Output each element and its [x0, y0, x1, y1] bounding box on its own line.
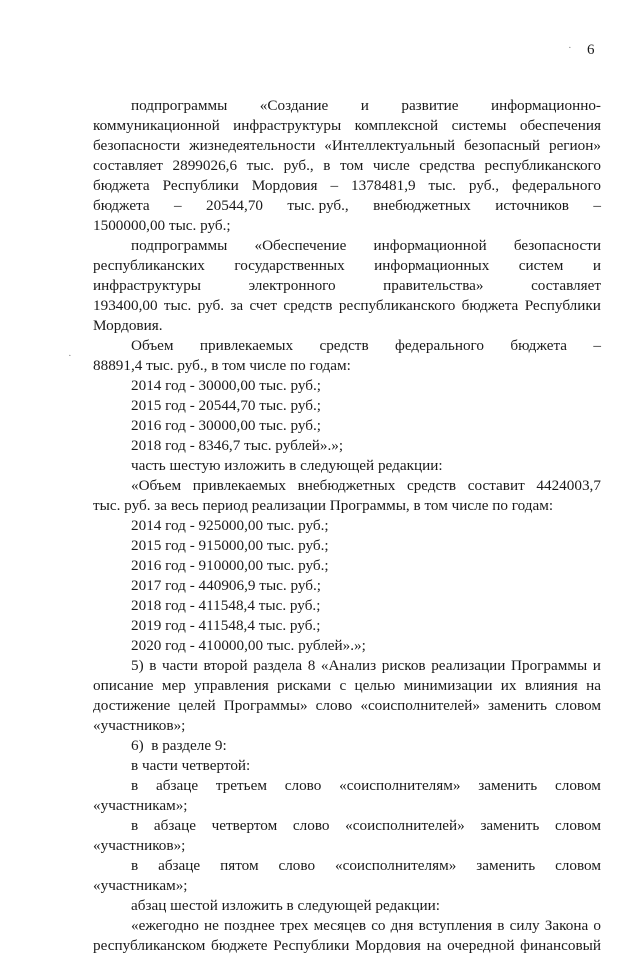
text-line — [93, 316, 601, 336]
word: «Создание — [259, 97, 329, 114]
word: федерального — [395, 337, 484, 354]
word: 1378481,9 — [351, 177, 416, 194]
word: в части четвертой: — [131, 757, 251, 774]
word: бюджете — [211, 937, 268, 954]
text-line — [93, 836, 601, 856]
word: электронного — [248, 277, 336, 294]
word: минимизации — [403, 677, 493, 694]
word: привлекаемых — [199, 337, 294, 354]
word: составит — [467, 477, 525, 494]
text-line — [93, 436, 601, 456]
word: 2015 год - 20544,70 тыс. руб.; — [131, 397, 322, 414]
word: Республики — [524, 297, 601, 314]
word: тыс. руб. за весь период реализации Программы, в том числе по годам: — [93, 497, 554, 514]
text-line — [93, 616, 601, 636]
text-line — [93, 336, 601, 356]
word: внебюджетных — [373, 197, 471, 214]
word: рисками — [277, 677, 332, 694]
word: руб. — [197, 297, 224, 314]
word: тыс. — [246, 157, 274, 174]
word: в — [149, 657, 157, 674]
scan-mark: · — [68, 350, 72, 362]
text-line — [93, 176, 601, 196]
word: инфраструктуры — [93, 277, 201, 294]
word: абзац шестой изложить в следующей редакции: — [131, 897, 440, 914]
word: руб., — [468, 177, 500, 194]
text-line — [93, 256, 601, 276]
word: в — [131, 777, 139, 794]
word: «Интеллектуальный — [324, 137, 456, 154]
word: тыс. — [428, 177, 456, 194]
word: силу — [509, 917, 540, 934]
word: – — [174, 197, 182, 214]
word: абзаце — [153, 817, 196, 834]
word: «соисполнителям» — [334, 857, 457, 874]
word: трех — [279, 917, 309, 934]
word: в — [131, 857, 139, 874]
word: 4424003,7 — [536, 477, 601, 494]
word: республиканского — [484, 157, 601, 174]
word: информационно- — [490, 97, 601, 114]
word: слово — [292, 817, 330, 834]
word: «участникам»; — [93, 797, 188, 814]
text-line — [93, 156, 601, 176]
word: систем — [518, 257, 564, 274]
word: четвертом — [211, 817, 278, 834]
word: республиканском — [93, 937, 206, 954]
word: привлекаемых — [192, 477, 286, 494]
text-line — [93, 816, 601, 836]
word: информационных — [374, 257, 490, 274]
word: 2015 год - 915000,00 тыс. руб.; — [131, 537, 329, 554]
word: словом — [555, 857, 601, 874]
text-line — [93, 596, 601, 616]
word: Мордовия. — [93, 317, 163, 334]
word: «участников»; — [93, 717, 186, 734]
word: государственных — [234, 257, 345, 274]
text-line — [93, 456, 601, 476]
word: финансовый — [520, 937, 601, 954]
document-body — [93, 96, 601, 956]
word: 88891,4 тыс. руб., в том числе по годам: — [93, 357, 351, 374]
word: Республики — [273, 937, 350, 954]
text-line — [93, 396, 601, 416]
word: Мордовия — [355, 937, 421, 954]
word: 20544,70 — [206, 197, 263, 214]
word: дня — [390, 917, 414, 934]
word: рисков — [381, 657, 426, 674]
word: 2018 год - 8346,7 тыс. рублей».»; — [131, 437, 344, 454]
word: абзаце — [155, 777, 199, 794]
word: внебюджетных — [297, 477, 396, 494]
word: источников — [495, 197, 569, 214]
word: их — [500, 677, 517, 694]
word: влияния — [524, 677, 578, 694]
text-line — [93, 196, 601, 216]
word: «соисполнителей» — [360, 697, 480, 714]
word: составляет — [93, 157, 163, 174]
word: обеспечения — [519, 117, 601, 134]
word: республиканских — [93, 257, 205, 274]
word: достижение — [93, 697, 171, 714]
word: часть шестую изложить в следующей редакции: — [131, 457, 443, 474]
text-line — [93, 656, 601, 676]
word: словом — [555, 697, 601, 714]
word: бюджета — [510, 337, 568, 354]
word: числе — [372, 157, 410, 174]
text-line — [93, 796, 601, 816]
word: очередной — [447, 937, 515, 954]
word: республиканского — [338, 297, 456, 314]
word: «Обеспечение — [254, 237, 347, 254]
word: мер — [161, 677, 186, 694]
word: тыс. руб., — [287, 197, 349, 214]
word: жизнедеятельности — [189, 137, 316, 154]
word: 8 — [307, 657, 316, 674]
word: бюджета — [93, 197, 150, 214]
word: и — [360, 97, 369, 114]
word: 2019 год - 411548,4 тыс. руб.; — [131, 617, 321, 634]
word: «соисполнителей» — [345, 817, 465, 834]
word: слово — [284, 777, 322, 794]
word: в — [497, 917, 505, 934]
word: средств — [319, 337, 369, 354]
word: за — [230, 297, 244, 314]
word: слово — [278, 857, 316, 874]
word: в — [131, 817, 139, 834]
word: подпрограммы — [131, 97, 228, 114]
word: 5) — [131, 657, 144, 674]
text-line — [93, 876, 601, 896]
word: на — [426, 937, 442, 954]
word: системы — [451, 117, 507, 134]
text-line — [93, 136, 601, 156]
text-line — [93, 636, 601, 656]
word: тыс. — [163, 297, 192, 314]
word: вступления — [418, 917, 493, 934]
word: «ежегодно — [131, 917, 199, 934]
word: 1500000,00 тыс. руб.; — [93, 217, 231, 234]
text-line — [93, 896, 601, 916]
word: Объем — [131, 337, 174, 354]
page-number: 6 — [587, 42, 595, 58]
word: Республики — [162, 177, 239, 194]
text-line — [93, 936, 601, 956]
text-line — [93, 756, 601, 776]
word: 6) в разделе 9: — [131, 737, 227, 754]
word: на — [586, 677, 601, 694]
text-line — [93, 236, 601, 256]
word: заменить — [478, 777, 538, 794]
word: коммуникационной — [93, 117, 220, 134]
word: и — [592, 257, 601, 274]
word: раздела — [253, 657, 303, 674]
word: 2020 год - 410000,00 тыс. рублей».»; — [131, 637, 366, 654]
word: том — [339, 157, 364, 174]
word: с — [339, 677, 347, 694]
text-line — [93, 216, 601, 236]
text-line — [93, 296, 601, 316]
word: 2018 год - 411548,4 тыс. руб.; — [131, 597, 321, 614]
text-line — [93, 476, 601, 496]
word: бюджета — [93, 177, 150, 194]
text-line — [93, 116, 601, 136]
word: информационной — [373, 237, 487, 254]
word: 2014 год - 925000,00 тыс. руб.; — [131, 517, 329, 534]
word: средств — [283, 297, 333, 314]
word: бюджета — [461, 297, 519, 314]
word: 2016 год - 910000,00 тыс. руб.; — [131, 557, 329, 574]
word: словом — [555, 817, 601, 834]
word: «Объем — [131, 477, 182, 494]
word: слово — [315, 697, 353, 714]
word: третьем — [215, 777, 267, 794]
word: подпрограммы — [131, 237, 228, 254]
word: второй — [203, 657, 248, 674]
word: инфраструктуры — [233, 117, 342, 134]
text-line — [93, 576, 601, 596]
word: и — [592, 657, 601, 674]
word: – — [593, 197, 601, 214]
word: средства — [419, 157, 475, 174]
text-line — [93, 916, 601, 936]
text-line — [93, 696, 601, 716]
word: заменить — [480, 817, 540, 834]
word: 2016 год - 30000,00 тыс. руб.; — [131, 417, 322, 434]
text-line — [93, 516, 601, 536]
text-line — [93, 536, 601, 556]
word: со — [371, 917, 386, 934]
word: «участникам»; — [93, 877, 188, 894]
scan-mark: · — [568, 42, 572, 54]
word: в — [323, 157, 331, 174]
word: абзаце — [158, 857, 201, 874]
text-line — [93, 676, 601, 696]
word: регион» — [548, 137, 601, 154]
word: «соисполнителям» — [339, 777, 461, 794]
text-line — [93, 716, 601, 736]
word: 2899026,6 — [172, 157, 238, 174]
word: пятом — [220, 857, 259, 874]
text-line — [93, 416, 601, 436]
text-line — [93, 356, 601, 376]
word: безопасности — [93, 137, 181, 154]
word: руб., — [283, 157, 314, 174]
word: правительства» — [383, 277, 484, 294]
word: 2017 год - 440906,9 тыс. руб.; — [131, 577, 322, 594]
word: части — [162, 657, 198, 674]
word: словом — [555, 777, 601, 794]
word: 2014 год - 30000,00 тыс. руб.; — [131, 377, 322, 394]
word: 193400,00 — [93, 297, 158, 314]
word: «участников»; — [93, 837, 186, 854]
text-line — [93, 556, 601, 576]
word: составляет — [531, 277, 601, 294]
word: Закона — [544, 917, 589, 934]
word: Программы — [511, 657, 588, 674]
word: описание — [93, 677, 154, 694]
text-line — [93, 276, 601, 296]
word: средств — [406, 477, 457, 494]
word: о — [593, 917, 601, 934]
word: реализации — [431, 657, 506, 674]
word: управления — [194, 677, 269, 694]
word: развитие — [401, 97, 459, 114]
text-line — [93, 496, 601, 516]
text-line — [93, 856, 601, 876]
text-line — [93, 776, 601, 796]
word: не — [203, 917, 219, 934]
word: – — [330, 177, 339, 194]
word: целью — [354, 677, 396, 694]
text-line — [93, 736, 601, 756]
word: Программы» — [223, 697, 308, 714]
word: месяцев — [313, 917, 367, 934]
word: комплексной — [354, 117, 439, 134]
word: безопасности — [513, 237, 601, 254]
word: Мордовия — [251, 177, 318, 194]
word: безопасный — [464, 137, 541, 154]
text-line — [93, 96, 601, 116]
word: заменить — [488, 697, 547, 714]
word: целей — [178, 697, 216, 714]
word: заменить — [476, 857, 536, 874]
word: федерального — [511, 177, 601, 194]
word: счет — [249, 297, 277, 314]
word: – — [593, 337, 601, 354]
word: «Анализ — [320, 657, 377, 674]
word: позднее — [223, 917, 275, 934]
text-line — [93, 376, 601, 396]
